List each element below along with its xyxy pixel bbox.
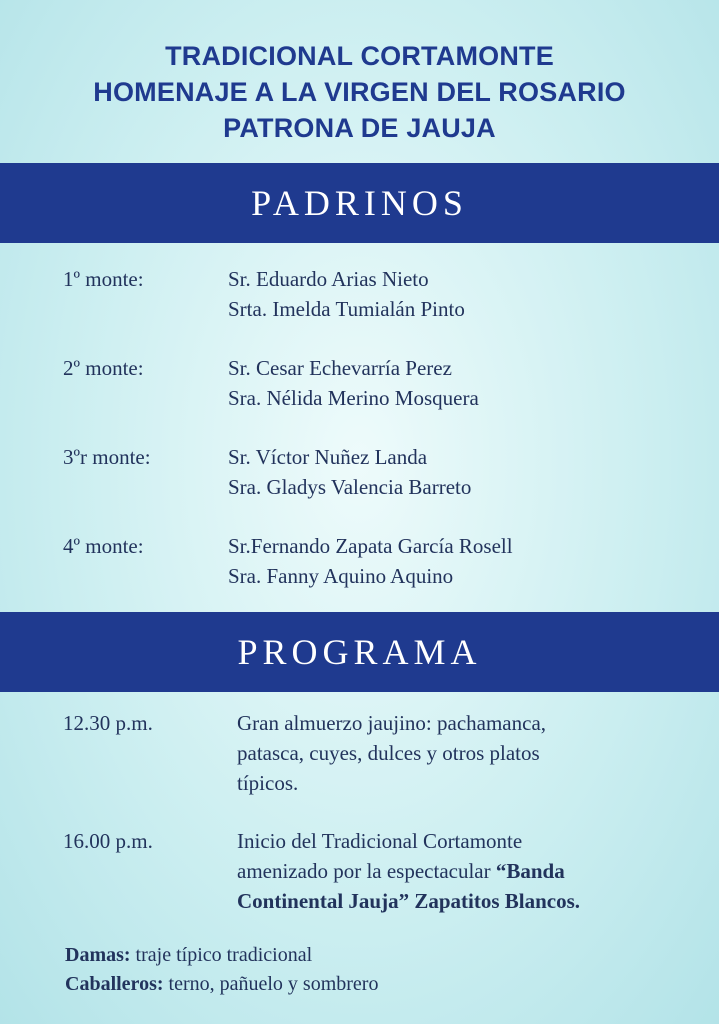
padrino-name: Srta. Imelda Tumialán Pinto <box>228 297 465 321</box>
program-line: Inicio del Tradicional Cortamonte <box>237 829 523 853</box>
program-line: Gran almuerzo jaujino: pachamanca, <box>237 711 547 735</box>
event-title <box>0 38 719 146</box>
program-desc-2 <box>237 826 697 916</box>
program-line <box>237 856 697 886</box>
caballeros-label: Caballeros: <box>65 973 164 995</box>
padrinos-banner: PADRINOS <box>0 163 719 243</box>
band-name-part-2: Continental Jauja” Zapatitos Blancos. <box>237 889 581 913</box>
program-line: patasca, cuyes, dulces y otros platos <box>237 741 540 765</box>
padrino-name: Sr.Fernando Zapata García Rosell <box>228 534 513 558</box>
padrino-names-4 <box>228 531 698 591</box>
padrino-names-3 <box>228 442 698 502</box>
band-name-part-1: “Banda <box>495 859 565 883</box>
padrino-name: Sr. Eduardo Arias Nieto <box>228 267 429 291</box>
dress-code-damas <box>65 941 378 970</box>
padrino-name: Sra. Gladys Valencia Barreto <box>228 475 472 499</box>
padrino-label-3: 3ºr monte: <box>63 445 151 469</box>
program-line: típicos. <box>237 771 299 795</box>
program-time-1: 12.30 p.m. <box>63 711 153 735</box>
padrino-name: Sra. Nélida Merino Mosquera <box>228 386 479 410</box>
program-desc-1 <box>237 708 697 798</box>
programa-banner: PROGRAMA <box>0 612 719 692</box>
program-line-text: amenizado por la espectacular <box>237 859 496 883</box>
title-line-2: HOMENAJE A LA VIRGEN DEL ROSARIO <box>93 77 626 107</box>
title-line-3: PATRONA DE JAUJA <box>223 113 496 143</box>
dress-code <box>65 941 378 999</box>
padrino-label-4: 4º monte: <box>63 534 144 558</box>
padrino-name: Sra. Fanny Aquino Aquino <box>228 564 454 588</box>
caballeros-text: terno, pañuelo y sombrero <box>163 973 379 995</box>
padrino-names-2 <box>228 353 698 413</box>
program-time-2: 16.00 p.m. <box>63 829 153 853</box>
padrino-label-2: 2º monte: <box>63 356 144 380</box>
padrino-label-1: 1º monte: <box>63 267 144 291</box>
padrino-name: Sr. Víctor Nuñez Landa <box>228 445 428 469</box>
title-line-1: TRADICIONAL CORTAMONTE <box>165 41 554 71</box>
damas-label: Damas: <box>65 944 131 966</box>
damas-text: traje típico tradicional <box>130 944 313 966</box>
padrino-name: Sr. Cesar Echevarría Perez <box>228 356 452 380</box>
padrino-names-1 <box>228 264 698 324</box>
dress-code-caballeros <box>65 970 378 999</box>
